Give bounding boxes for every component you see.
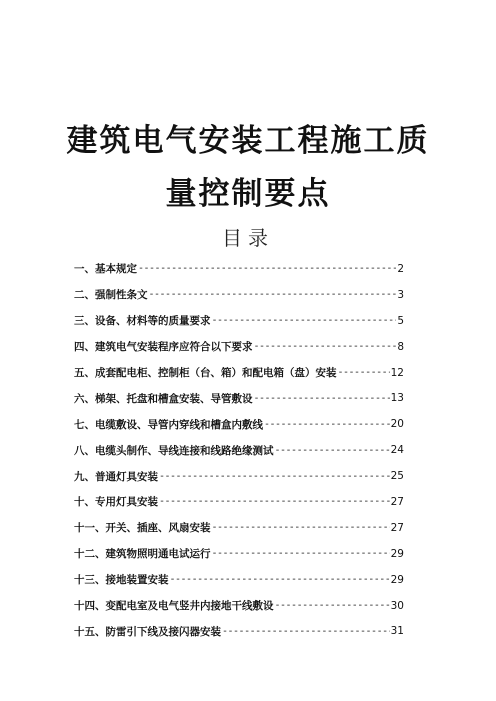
toc-dash-leader xyxy=(159,496,390,507)
toc-dash-leader xyxy=(254,341,397,352)
toc-entry xyxy=(74,334,404,360)
document-title-line-1: 建筑电气安装工程施工质 xyxy=(66,123,430,159)
toc-dash-leader xyxy=(138,263,396,274)
toc-entry-page-number: 27 xyxy=(390,521,404,534)
toc-entry-title: 二、强制性条文 xyxy=(74,289,148,302)
toc-entry-title: 十四、变配电室及电气竖井内接地干线敷设 xyxy=(74,600,274,613)
toc-entry-page-number: 13 xyxy=(390,392,404,405)
toc-dash-leader xyxy=(212,548,390,559)
toc-entry-page-number: 3 xyxy=(397,288,404,301)
toc-entry-title: 十三、接地装置安装 xyxy=(74,574,169,587)
toc-dash-leader xyxy=(275,600,390,611)
toc-dash-leader xyxy=(170,574,390,585)
toc-entry-page-number: 31 xyxy=(390,625,404,638)
toc-entry-title: 三、设备、材料等的质量要求 xyxy=(74,315,211,328)
toc-entry xyxy=(74,463,404,489)
toc-entry xyxy=(74,437,404,463)
toc-entry-page-number: 30 xyxy=(390,599,404,612)
toc-entry xyxy=(74,308,404,334)
table-of-contents xyxy=(74,256,404,644)
toc-entry-title: 十、专用灯具安装 xyxy=(74,496,158,509)
toc-entry-title: 九、普通灯具安装 xyxy=(74,470,158,483)
toc-dash-leader xyxy=(222,626,390,637)
toc-dash-leader xyxy=(159,471,390,482)
toc-entry xyxy=(74,515,404,541)
toc-entry-title: 五、成套配电柜、控制柜（台、箱）和配电箱（盘）安装 xyxy=(74,367,337,379)
toc-entry-title: 四、建筑电气安装程序应符合以下要求 xyxy=(74,341,253,354)
toc-entry-title: 八、电缆头制作、导线连接和线路绝缘测试 xyxy=(74,444,274,457)
toc-entry xyxy=(74,282,404,308)
toc-entry xyxy=(74,593,404,619)
toc-dash-leader xyxy=(149,289,397,300)
toc-entry-page-number: 29 xyxy=(390,573,404,586)
toc-dash-leader xyxy=(254,393,390,404)
toc-entry xyxy=(74,411,404,437)
toc-entry xyxy=(74,360,404,386)
toc-entry-page-number: 5 xyxy=(397,314,404,327)
toc-entry-title: 十五、防雷引下线及接闪器安装 xyxy=(74,625,221,638)
toc-dash-leader xyxy=(264,419,390,430)
toc-dash-leader xyxy=(212,522,390,533)
toc-entry-page-number: 12 xyxy=(390,366,404,379)
toc-entry-page-number: 27 xyxy=(390,495,404,508)
toc-entry xyxy=(74,618,404,644)
toc-entry-title: 十二、建筑物照明通电试运行 xyxy=(74,548,211,561)
toc-dash-leader xyxy=(212,315,397,326)
toc-dash-leader xyxy=(338,367,390,378)
toc-entry-page-number: 20 xyxy=(390,418,404,431)
toc-entry-title: 七、电缆敷设、导管内穿线和槽盒内敷线 xyxy=(74,418,263,431)
toc-entry xyxy=(74,256,404,282)
toc-entry xyxy=(74,541,404,567)
toc-entry-page-number: 25 xyxy=(390,470,404,483)
toc-entry xyxy=(74,385,404,411)
toc-entry xyxy=(74,567,404,593)
toc-entry xyxy=(74,489,404,515)
toc-heading: 目录 xyxy=(222,226,274,250)
toc-entry-title: 一、基本规定 xyxy=(74,263,137,276)
toc-entry-title: 十一、开关、插座、风扇安装 xyxy=(74,522,211,535)
toc-entry-page-number: 24 xyxy=(390,444,404,457)
toc-entry-title: 六、梯架、托盘和槽盒安装、导管敷设 xyxy=(74,392,253,405)
document-title-line-2: 量控制要点 xyxy=(165,176,331,212)
toc-dash-leader xyxy=(275,445,390,456)
toc-entry-page-number: 2 xyxy=(397,262,404,275)
toc-entry-page-number: 8 xyxy=(397,340,404,353)
toc-entry-page-number: 29 xyxy=(390,547,404,560)
